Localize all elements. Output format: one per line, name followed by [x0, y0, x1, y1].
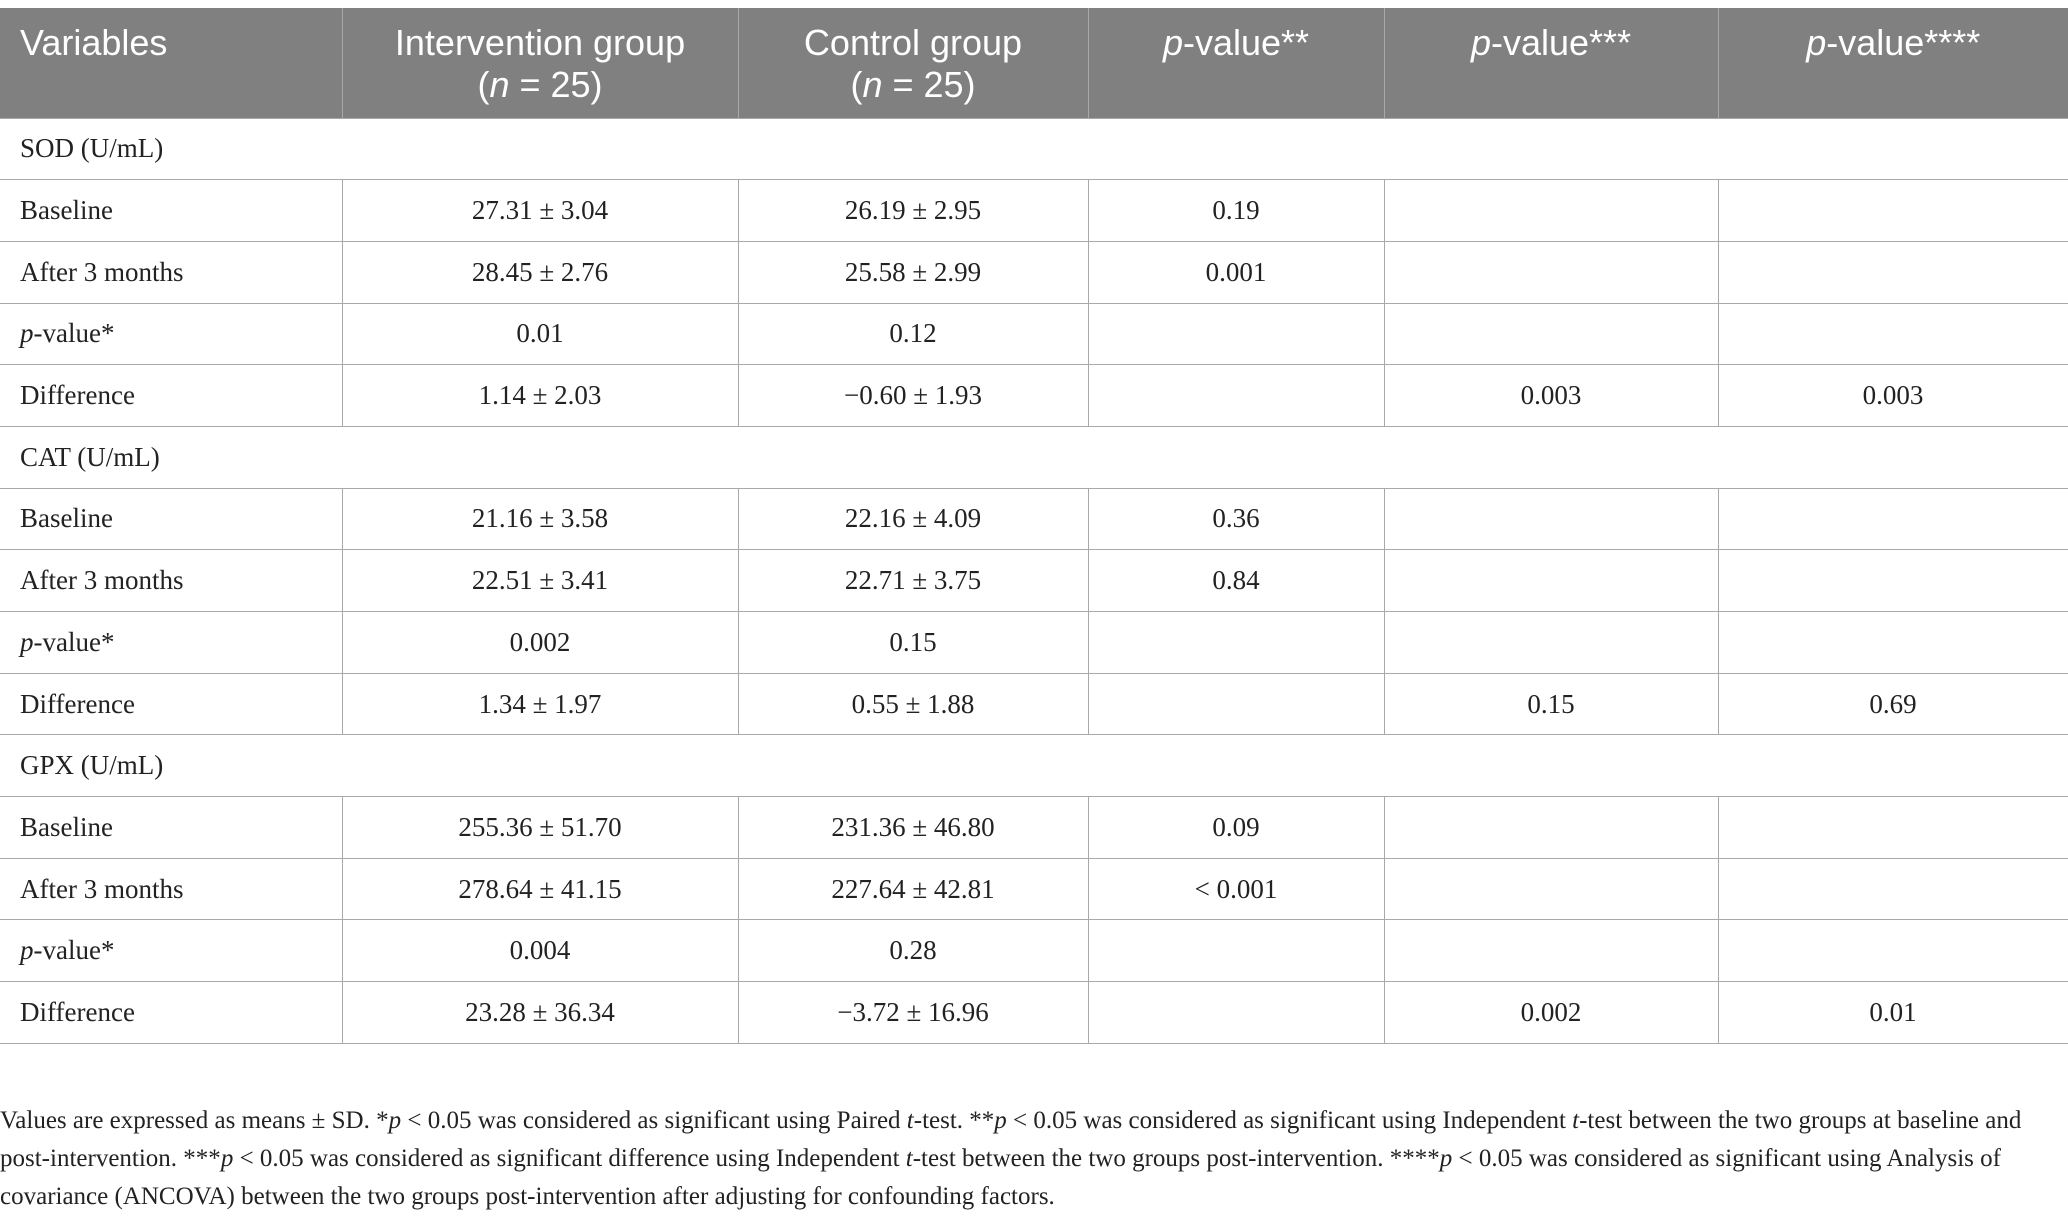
header-p-value-3: p-value*** — [1384, 8, 1718, 118]
row-label: Baseline — [0, 797, 342, 859]
cell-intervention: 23.28 ± 36.34 — [342, 982, 738, 1044]
section-row-cat — [0, 426, 2068, 488]
header-control-group: Control group (n = 25) — [738, 8, 1088, 118]
cell-p2 — [1088, 982, 1384, 1044]
cell-intervention: 0.002 — [342, 612, 738, 674]
cell-control: −3.72 ± 16.96 — [738, 982, 1088, 1044]
cell-intervention: 0.004 — [342, 920, 738, 982]
row-label: After 3 months — [0, 858, 342, 920]
cell-p2 — [1088, 303, 1384, 365]
cell-p3 — [1384, 612, 1718, 674]
table-body — [0, 118, 2068, 1043]
row-label: Baseline — [0, 488, 342, 550]
table-row — [0, 241, 2068, 303]
cell-intervention: 22.51 ± 3.41 — [342, 550, 738, 612]
cell-control: 0.12 — [738, 303, 1088, 365]
section-label: SOD (U/mL) — [0, 118, 2068, 180]
cell-control: 22.16 ± 4.09 — [738, 488, 1088, 550]
header-intervention-group: Intervention group (n = 25) — [342, 8, 738, 118]
table-row — [0, 673, 2068, 735]
header-variables: Variables — [0, 8, 342, 118]
cell-p4 — [1718, 180, 2068, 242]
cell-p2: 0.84 — [1088, 550, 1384, 612]
row-label: p-value* — [0, 612, 342, 674]
cell-control: 26.19 ± 2.95 — [738, 180, 1088, 242]
cell-intervention: 255.36 ± 51.70 — [342, 797, 738, 859]
table-row — [0, 550, 2068, 612]
cell-control: 22.71 ± 3.75 — [738, 550, 1088, 612]
table-footnote: Values are expressed as means ± SD. *p < 0.05 was considered as significant using Paired t-test. **p < 0.05 was considered as significant using Independent t-test between the two groups at baseline and post-intervention. ***p < 0.05 was considered as significant difference using Independent t-test between the two groups post-intervention. ****p < 0.05 was considered as significant using Analysis of covariance (ANCOVA) between the two groups post-intervention after adjusting for confounding factors. — [0, 1107, 2022, 1210]
cell-p4 — [1718, 920, 2068, 982]
table-header — [0, 8, 2068, 118]
table-row — [0, 180, 2068, 242]
cell-p2: < 0.001 — [1088, 858, 1384, 920]
table-row — [0, 612, 2068, 674]
cell-p4 — [1718, 241, 2068, 303]
cell-p2: 0.001 — [1088, 241, 1384, 303]
cell-p3 — [1384, 550, 1718, 612]
cell-p2: 0.36 — [1088, 488, 1384, 550]
row-label: Difference — [0, 982, 342, 1044]
row-label: p-value* — [0, 920, 342, 982]
cell-p3: 0.002 — [1384, 982, 1718, 1044]
cell-p4 — [1718, 612, 2068, 674]
cell-p4: 0.01 — [1718, 982, 2068, 1044]
cell-p3 — [1384, 797, 1718, 859]
row-label: Difference — [0, 673, 342, 735]
cell-p2 — [1088, 673, 1384, 735]
cell-control: 0.28 — [738, 920, 1088, 982]
cell-intervention: 28.45 ± 2.76 — [342, 241, 738, 303]
table-row — [0, 303, 2068, 365]
cell-p4 — [1718, 858, 2068, 920]
cell-p3 — [1384, 303, 1718, 365]
cell-p4 — [1718, 488, 2068, 550]
cell-p4: 0.69 — [1718, 673, 2068, 735]
results-table — [0, 8, 2068, 1044]
header-p-value-2: p-value** — [1088, 8, 1384, 118]
cell-p3: 0.15 — [1384, 673, 1718, 735]
cell-p3 — [1384, 180, 1718, 242]
cell-p4: 0.003 — [1718, 365, 2068, 427]
cell-control: 0.15 — [738, 612, 1088, 674]
cell-intervention: 1.34 ± 1.97 — [342, 673, 738, 735]
cell-p2: 0.09 — [1088, 797, 1384, 859]
section-label: GPX (U/mL) — [0, 735, 2068, 797]
row-label: Difference — [0, 365, 342, 427]
cell-control: −0.60 ± 1.93 — [738, 365, 1088, 427]
cell-p2 — [1088, 612, 1384, 674]
cell-p2: 0.19 — [1088, 180, 1384, 242]
cell-intervention: 278.64 ± 41.15 — [342, 858, 738, 920]
table-row — [0, 488, 2068, 550]
cell-p4 — [1718, 550, 2068, 612]
cell-intervention: 1.14 ± 2.03 — [342, 365, 738, 427]
cell-intervention: 27.31 ± 3.04 — [342, 180, 738, 242]
cell-control: 0.55 ± 1.88 — [738, 673, 1088, 735]
section-label: CAT (U/mL) — [0, 426, 2068, 488]
table-row — [0, 982, 2068, 1044]
table-row — [0, 797, 2068, 859]
cell-p3 — [1384, 920, 1718, 982]
cell-control: 227.64 ± 42.81 — [738, 858, 1088, 920]
cell-p4 — [1718, 797, 2068, 859]
cell-p2 — [1088, 920, 1384, 982]
cell-p2 — [1088, 365, 1384, 427]
cell-p3 — [1384, 488, 1718, 550]
header-row — [0, 8, 2068, 118]
cell-intervention: 0.01 — [342, 303, 738, 365]
row-label: After 3 months — [0, 550, 342, 612]
section-row-gpx — [0, 735, 2068, 797]
table-row — [0, 920, 2068, 982]
cell-p3 — [1384, 241, 1718, 303]
row-label: After 3 months — [0, 241, 342, 303]
row-label: Baseline — [0, 180, 342, 242]
cell-control: 25.58 ± 2.99 — [738, 241, 1088, 303]
table-row — [0, 365, 2068, 427]
section-row-sod — [0, 118, 2068, 180]
table-row — [0, 858, 2068, 920]
results-table-container — [0, 8, 2068, 1044]
cell-p3: 0.003 — [1384, 365, 1718, 427]
header-p-value-4: p-value**** — [1718, 8, 2068, 118]
cell-control: 231.36 ± 46.80 — [738, 797, 1088, 859]
cell-intervention: 21.16 ± 3.58 — [342, 488, 738, 550]
cell-p3 — [1384, 858, 1718, 920]
cell-p4 — [1718, 303, 2068, 365]
row-label: p-value* — [0, 303, 342, 365]
